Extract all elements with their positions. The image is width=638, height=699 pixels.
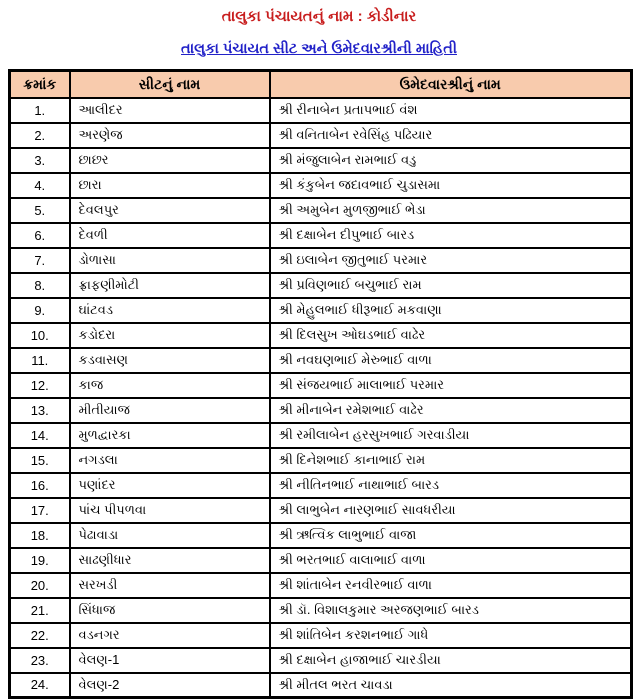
table-header-row — [10, 71, 632, 98]
cell-serial-number: 20. — [10, 573, 70, 598]
cell-seat-name: છાછર — [70, 148, 270, 173]
header-seat-name: સીટનું નામ — [70, 71, 270, 98]
cell-candidate-name: શ્રી ડૉ. વિશાલકુમાર અરજણભાઈ બારડ — [270, 598, 632, 623]
cell-candidate-name: શ્રી સંજયભાઈ માલાભાઈ પરમાર — [270, 373, 632, 398]
cell-seat-name: દેવલપુર — [70, 198, 270, 223]
table-row — [10, 123, 632, 148]
cell-candidate-name: શ્રી ઋત્વિક લાભુભાઈ વાજા — [270, 523, 632, 548]
cell-serial-number: 8. — [10, 273, 70, 298]
cell-seat-name: સાઢણીધાર — [70, 548, 270, 573]
cell-serial-number: 22. — [10, 623, 70, 648]
cell-serial-number: 17. — [10, 498, 70, 523]
cell-candidate-name: શ્રી રીનાબેન પ્રતાપભાઈ વંશ — [270, 98, 632, 123]
cell-candidate-name: શ્રી પ્રવિણભાઈ બચુભાઈ રામ — [270, 273, 632, 298]
table-row — [10, 273, 632, 298]
cell-candidate-name: શ્રી શાંતિબેન કરશનભાઈ ગાધે — [270, 623, 632, 648]
table-row — [10, 348, 632, 373]
cell-candidate-name: શ્રી શાંતાબેન રનવીરભાઈ વાળા — [270, 573, 632, 598]
cell-seat-name: વેલણ-2 — [70, 673, 270, 698]
table-row — [10, 98, 632, 123]
table-row — [10, 398, 632, 423]
cell-seat-name: વેલણ-1 — [70, 648, 270, 673]
cell-serial-number: 9. — [10, 298, 70, 323]
cell-serial-number: 19. — [10, 548, 70, 573]
cell-seat-name: અરણેજ — [70, 123, 270, 148]
table-row — [10, 573, 632, 598]
cell-candidate-name: શ્રી દક્ષાબેન હાજાભાઈ ચારડીયા — [270, 648, 632, 673]
table-row — [10, 423, 632, 448]
cell-serial-number: 2. — [10, 123, 70, 148]
cell-seat-name: મીતીયાજ — [70, 398, 270, 423]
cell-candidate-name: શ્રી વનિતાબેન રવેસિંહ પઢિયાર — [270, 123, 632, 148]
table-row — [10, 173, 632, 198]
cell-serial-number: 3. — [10, 148, 70, 173]
cell-seat-name: મુળદ્વારકા — [70, 423, 270, 448]
cell-serial-number: 14. — [10, 423, 70, 448]
cell-serial-number: 24. — [10, 673, 70, 698]
cell-candidate-name: શ્રી મીતલ ભરત ચાવડા — [270, 673, 632, 698]
header-candidate-name: ઉમેદવારશ્રીનું નામ — [270, 71, 632, 98]
table-row — [10, 148, 632, 173]
cell-candidate-name: શ્રી કંકુબેન જદાવભાઈ ચુડાસમા — [270, 173, 632, 198]
cell-serial-number: 1. — [10, 98, 70, 123]
table-row — [10, 198, 632, 223]
cell-seat-name: આલીદર — [70, 98, 270, 123]
header-serial-number: ક્રમાંક — [10, 71, 70, 98]
cell-seat-name: પાંચ પીપળવા — [70, 498, 270, 523]
cell-seat-name: સરખડી — [70, 573, 270, 598]
table-row — [10, 223, 632, 248]
cell-serial-number: 15. — [10, 448, 70, 473]
cell-serial-number: 6. — [10, 223, 70, 248]
table-row — [10, 298, 632, 323]
cell-serial-number: 21. — [10, 598, 70, 623]
cell-serial-number: 10. — [10, 323, 70, 348]
cell-seat-name: છારા — [70, 173, 270, 198]
candidates-table — [8, 69, 633, 699]
cell-seat-name: ડોળાસા — [70, 248, 270, 273]
cell-candidate-name: શ્રી દિનેશભાઈ કાનાભાઈ રામ — [270, 448, 632, 473]
table-row — [10, 648, 632, 673]
table-row — [10, 448, 632, 473]
cell-serial-number: 7. — [10, 248, 70, 273]
table-row — [10, 473, 632, 498]
cell-seat-name: દેવળી — [70, 223, 270, 248]
cell-serial-number: 13. — [10, 398, 70, 423]
cell-seat-name: કડવાસણ — [70, 348, 270, 373]
cell-seat-name: કાજ — [70, 373, 270, 398]
cell-candidate-name: શ્રી ભરતભાઈ વાલાભાઈ વાળા — [270, 548, 632, 573]
cell-seat-name: કડોદરા — [70, 323, 270, 348]
cell-candidate-name: શ્રી નવઘણભાઈ મેરુભાઈ વાળા — [270, 348, 632, 373]
cell-serial-number: 18. — [10, 523, 70, 548]
table-row — [10, 323, 632, 348]
cell-candidate-name: શ્રી અમુબેન મુળજીભાઈ ભેડા — [270, 198, 632, 223]
cell-seat-name: ફ્રાફણીમોટી — [70, 273, 270, 298]
table-row — [10, 523, 632, 548]
cell-candidate-name: શ્રી ઇલાબેન જીતુભાઈ પરમાર — [270, 248, 632, 273]
cell-seat-name: ઘાંટવડ — [70, 298, 270, 323]
cell-candidate-name: શ્રી લાભુબેન નારણભાઈ સાવધરીયા — [270, 498, 632, 523]
cell-candidate-name: શ્રી દિલસુખ ઓઘડભાઈ વાઢેર — [270, 323, 632, 348]
cell-candidate-name: શ્રી મેહુલભાઈ ધીરૂભાઈ મકવાણા — [270, 298, 632, 323]
table-row — [10, 548, 632, 573]
cell-serial-number: 16. — [10, 473, 70, 498]
table-row — [10, 498, 632, 523]
table-body — [10, 98, 632, 698]
cell-candidate-name: શ્રી મંજુલાબેન રામભાઈ વડુ — [270, 148, 632, 173]
cell-seat-name: પણાંદર — [70, 473, 270, 498]
cell-seat-name: પેઢાવાડા — [70, 523, 270, 548]
table-row — [10, 248, 632, 273]
table-row — [10, 598, 632, 623]
table-row — [10, 623, 632, 648]
cell-seat-name: વડનગર — [70, 623, 270, 648]
page-title: તાલુકા પંચાયતનું નામ : કોડીનાર — [221, 8, 417, 25]
cell-serial-number: 12. — [10, 373, 70, 398]
cell-serial-number: 4. — [10, 173, 70, 198]
cell-seat-name: સિંધાજ — [70, 598, 270, 623]
cell-serial-number: 5. — [10, 198, 70, 223]
cell-seat-name: નગડલા — [70, 448, 270, 473]
cell-candidate-name: શ્રી મીનાબેન રમેશભાઈ વાઢેર — [270, 398, 632, 423]
cell-candidate-name: શ્રી દક્ષાબેન દીપુભાઈ બારડ — [270, 223, 632, 248]
cell-candidate-name: શ્રી નીતિનભાઈ નાથાભાઈ બારડ — [270, 473, 632, 498]
cell-serial-number: 11. — [10, 348, 70, 373]
cell-serial-number: 23. — [10, 648, 70, 673]
table-row — [10, 373, 632, 398]
cell-candidate-name: શ્રી રમીલાબેન હરસુખભાઈ ગરવાડીયા — [270, 423, 632, 448]
page-subtitle: તાલુકા પંચાયત સીટ અને ઉમેદવારશ્રીની માહિતી — [181, 41, 457, 57]
